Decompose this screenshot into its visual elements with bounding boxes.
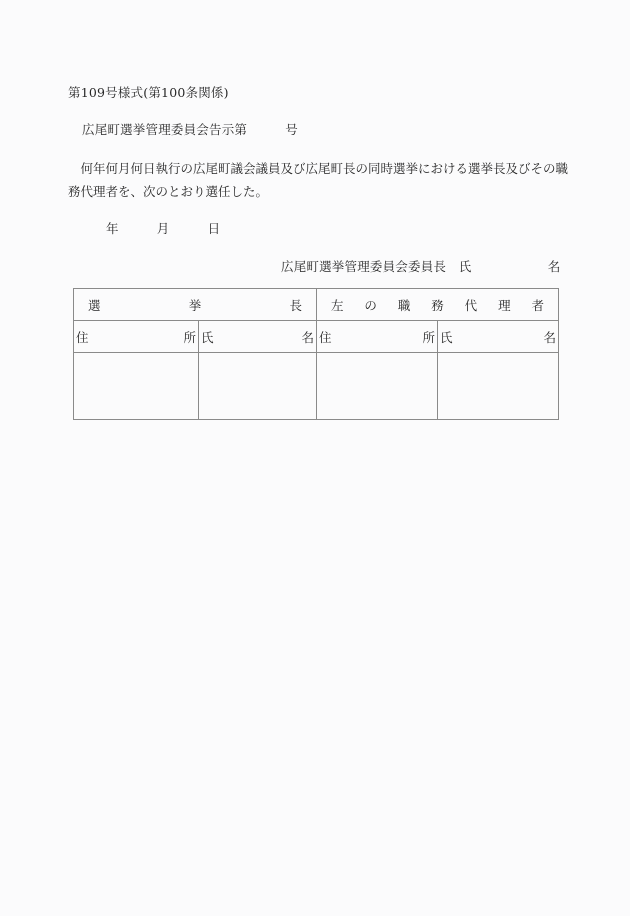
table-entry-address-right-value[interactable] [317, 353, 437, 419]
appointment-table-wrapper [73, 288, 558, 419]
table-subheader-name-right-label: 氏名 [440, 329, 557, 345]
table-subheader-address-left-label: 住所 [76, 329, 196, 345]
table-entry-address-left-value[interactable] [74, 353, 198, 419]
table-header-cell-election-chief [74, 289, 317, 321]
table-subheader-address-right-label: 住所 [319, 329, 436, 345]
table-entry-cell-name-left[interactable] [199, 353, 317, 420]
table-header-cell-deputy [317, 289, 559, 321]
table-entry-row [74, 353, 559, 420]
date-line: 年 月 日 [106, 221, 221, 236]
table-subheader-cell-name-right [438, 321, 559, 353]
form-number-label: 第109号様式(第100条関係) [68, 85, 229, 100]
table-subheader-name-left-label: 氏名 [201, 329, 315, 345]
table-entry-name-right-value[interactable] [438, 353, 558, 419]
table-subheader-cell-address-right [317, 321, 438, 353]
table-entry-name-left-value[interactable] [199, 353, 316, 419]
body-paragraph-line-1: 何年何月何日執行の広尾町議会議員及び広尾町長の同時選挙における選挙長及びその職 [68, 161, 569, 176]
table-entry-cell-address-left[interactable] [74, 353, 199, 420]
table-header-election-chief-label: 選挙長 [88, 297, 303, 313]
signature-line: 広尾町選挙管理委員会委員長 氏 名 [281, 259, 561, 274]
table-entry-cell-name-right[interactable] [438, 353, 559, 420]
table-subheader-cell-address-left [74, 321, 199, 353]
table-header-row [74, 289, 559, 321]
table-entry-cell-address-right[interactable] [317, 353, 438, 420]
notice-number-line: 広尾町選挙管理委員会告示第 号 [82, 122, 298, 137]
table-header-deputy-label: 左の職務代理者 [331, 297, 545, 313]
table-subheader-row [74, 321, 559, 353]
body-paragraph [68, 157, 568, 203]
body-paragraph-line-2: 務代理者を、次のとおり選任した。 [68, 184, 269, 199]
appointment-table [73, 288, 559, 420]
table-subheader-cell-name-left [199, 321, 317, 353]
